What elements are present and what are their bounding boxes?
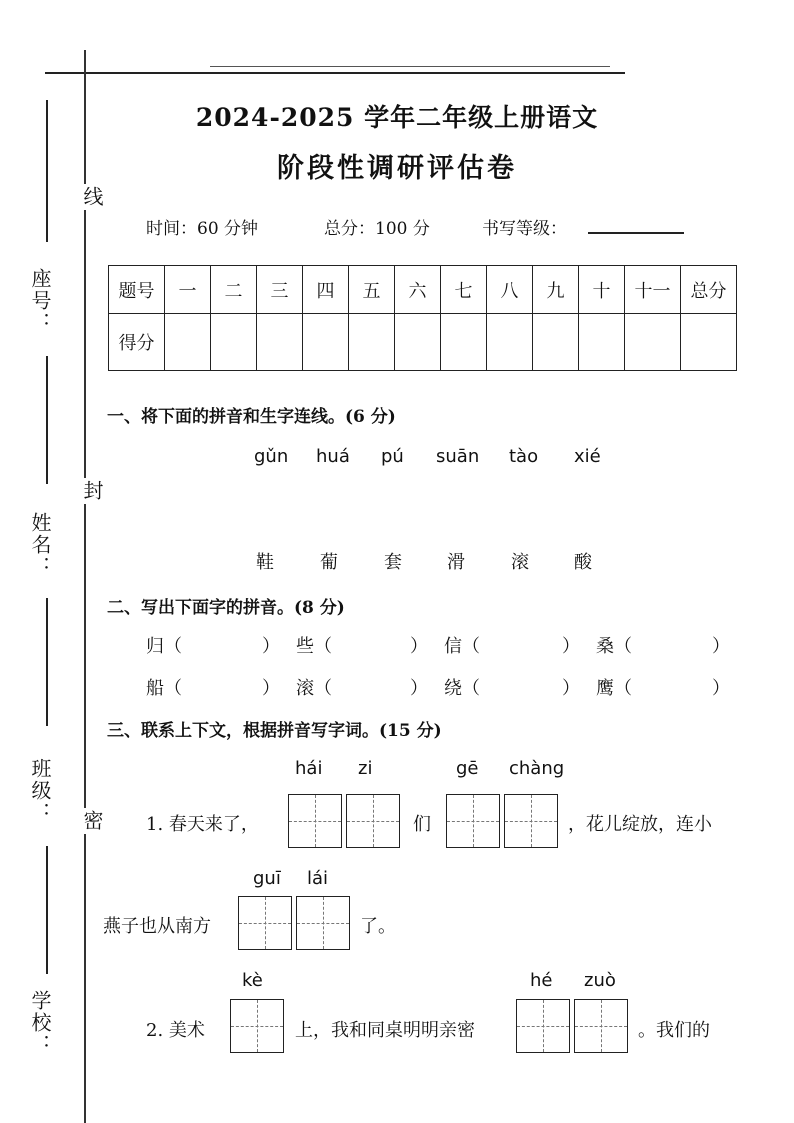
char-item[interactable]: 酸 — [574, 552, 592, 573]
score-cell[interactable] — [349, 314, 395, 371]
writing-box[interactable] — [504, 794, 558, 848]
score-cell[interactable] — [303, 314, 349, 371]
score-cell[interactable] — [681, 314, 737, 371]
seat-label: 座号： — [28, 268, 52, 334]
pinyin-item[interactable]: huá — [316, 446, 350, 467]
char-item[interactable]: 套 — [384, 552, 402, 573]
answer-close[interactable]: ） — [410, 678, 428, 699]
section3-heading: 三、联系上下文，根据拼音写字词。(15 分) — [107, 721, 442, 741]
q2-text-end: 。我们的 — [638, 1020, 710, 1041]
q1-text-start: 1. 春天来了， — [146, 814, 259, 835]
writing-box[interactable] — [446, 794, 500, 848]
score-header-cell: 总分 — [681, 266, 737, 314]
q1-text-line2: 燕子也从南方 — [103, 916, 211, 937]
total-info: 总分：100 分 — [324, 219, 430, 239]
score-cell[interactable] — [211, 314, 257, 371]
answer-close[interactable]: ） — [712, 636, 730, 657]
answer-close[interactable]: ） — [262, 636, 280, 657]
pinyin-item[interactable]: suān — [436, 446, 480, 467]
writing-box[interactable] — [574, 999, 628, 1053]
score-header-cell: 四 — [303, 266, 349, 314]
name-label: 姓名： — [28, 512, 52, 578]
char-prompt: 绕（ — [444, 678, 480, 699]
score-cell[interactable] — [579, 314, 625, 371]
q2-text-mid: 上，我和同桌明明亲密 — [295, 1020, 475, 1041]
pinyin-item[interactable]: pú — [381, 446, 404, 467]
score-row — [109, 314, 737, 371]
score-header-cell: 六 — [395, 266, 441, 314]
seal-word-secret: 密 — [78, 808, 107, 834]
score-cell[interactable] — [625, 314, 681, 371]
char-prompt: 些（ — [296, 636, 332, 657]
char-prompt: 船（ — [146, 678, 182, 699]
pinyin-hint: hé — [530, 970, 553, 991]
char-item[interactable]: 葡 — [320, 552, 338, 573]
q1-text-mid: 们 — [413, 814, 431, 835]
score-table — [108, 265, 737, 371]
score-header-cell: 二 — [211, 266, 257, 314]
pinyin-item[interactable]: gǔn — [254, 446, 289, 467]
writing-box[interactable] — [346, 794, 400, 848]
pinyin-item[interactable]: xié — [574, 446, 601, 467]
char-prompt: 桑（ — [596, 636, 632, 657]
score-cell[interactable] — [487, 314, 533, 371]
char-prompt: 归（ — [146, 636, 182, 657]
time-info: 时间：60 分钟 — [146, 219, 259, 239]
writing-box[interactable] — [238, 896, 292, 950]
score-header-cell: 一 — [165, 266, 211, 314]
top-rule-short — [210, 66, 610, 67]
pinyin-hint: guī — [253, 868, 281, 889]
handwriting-blank[interactable] — [588, 232, 684, 234]
char-item[interactable]: 鞋 — [256, 552, 274, 573]
score-header-cell: 十一 — [625, 266, 681, 314]
writing-box[interactable] — [296, 896, 350, 950]
score-header-cell: 十 — [579, 266, 625, 314]
score-header-cell: 八 — [487, 266, 533, 314]
answer-close[interactable]: ） — [410, 636, 428, 657]
answer-close[interactable]: ） — [712, 678, 730, 699]
class-blank[interactable] — [46, 846, 48, 974]
exam-title: 2024-2025 学年二年级上册语文 — [195, 103, 599, 132]
char-prompt: 滚（ — [296, 678, 332, 699]
score-header-cell: 九 — [533, 266, 579, 314]
section2-heading: 二、写出下面字的拼音。(8 分) — [107, 598, 345, 618]
q1-text-end: ，花儿绽放，连小 — [568, 814, 712, 835]
pinyin-hint: chàng — [509, 758, 565, 779]
score-cell[interactable] — [257, 314, 303, 371]
score-cell[interactable] — [533, 314, 579, 371]
seal-word-seal: 封 — [78, 478, 107, 504]
writing-box[interactable] — [288, 794, 342, 848]
pinyin-hint: kè — [242, 970, 263, 991]
q2-text-start: 2. 美术 — [146, 1020, 205, 1041]
exam-subtitle: 阶段性调研评估卷 — [277, 153, 517, 184]
score-header-cell: 五 — [349, 266, 395, 314]
writing-box[interactable] — [516, 999, 570, 1053]
score-header-cell: 三 — [257, 266, 303, 314]
pinyin-hint: zi — [358, 758, 373, 779]
pinyin-hint: gē — [456, 758, 479, 779]
char-prompt: 信（ — [444, 636, 480, 657]
top-rule — [45, 72, 625, 74]
char-prompt: 鹰（ — [596, 678, 632, 699]
score-header-cell: 七 — [441, 266, 487, 314]
answer-close[interactable]: ） — [562, 636, 580, 657]
class-label: 班级： — [28, 758, 52, 824]
school-label: 学校： — [28, 990, 52, 1056]
writing-box[interactable] — [230, 999, 284, 1053]
score-row-label: 得分 — [109, 314, 165, 371]
score-cell[interactable] — [395, 314, 441, 371]
pinyin-item[interactable]: tào — [509, 446, 539, 467]
answer-close[interactable]: ） — [562, 678, 580, 699]
handwriting-info: 书写等级： — [482, 219, 567, 239]
name-blank[interactable] — [46, 598, 48, 726]
answer-close[interactable]: ） — [262, 678, 280, 699]
seal-word-line: 线 — [78, 184, 107, 210]
char-item[interactable]: 滑 — [447, 552, 465, 573]
pinyin-hint: lái — [307, 868, 329, 889]
pinyin-hint: zuò — [584, 970, 616, 991]
section1-heading: 一、将下面的拼音和生字连线。(6 分) — [107, 407, 396, 427]
score-cell[interactable] — [165, 314, 211, 371]
binding-line — [84, 50, 86, 1123]
score-cell[interactable] — [441, 314, 487, 371]
score-header-row — [109, 266, 737, 314]
seat-blank-lower[interactable] — [46, 356, 48, 484]
q1-text-line2-end: 了。 — [360, 916, 396, 937]
char-item[interactable]: 滚 — [511, 552, 529, 573]
pinyin-hint: hái — [295, 758, 323, 779]
score-header-cell: 题号 — [109, 266, 165, 314]
